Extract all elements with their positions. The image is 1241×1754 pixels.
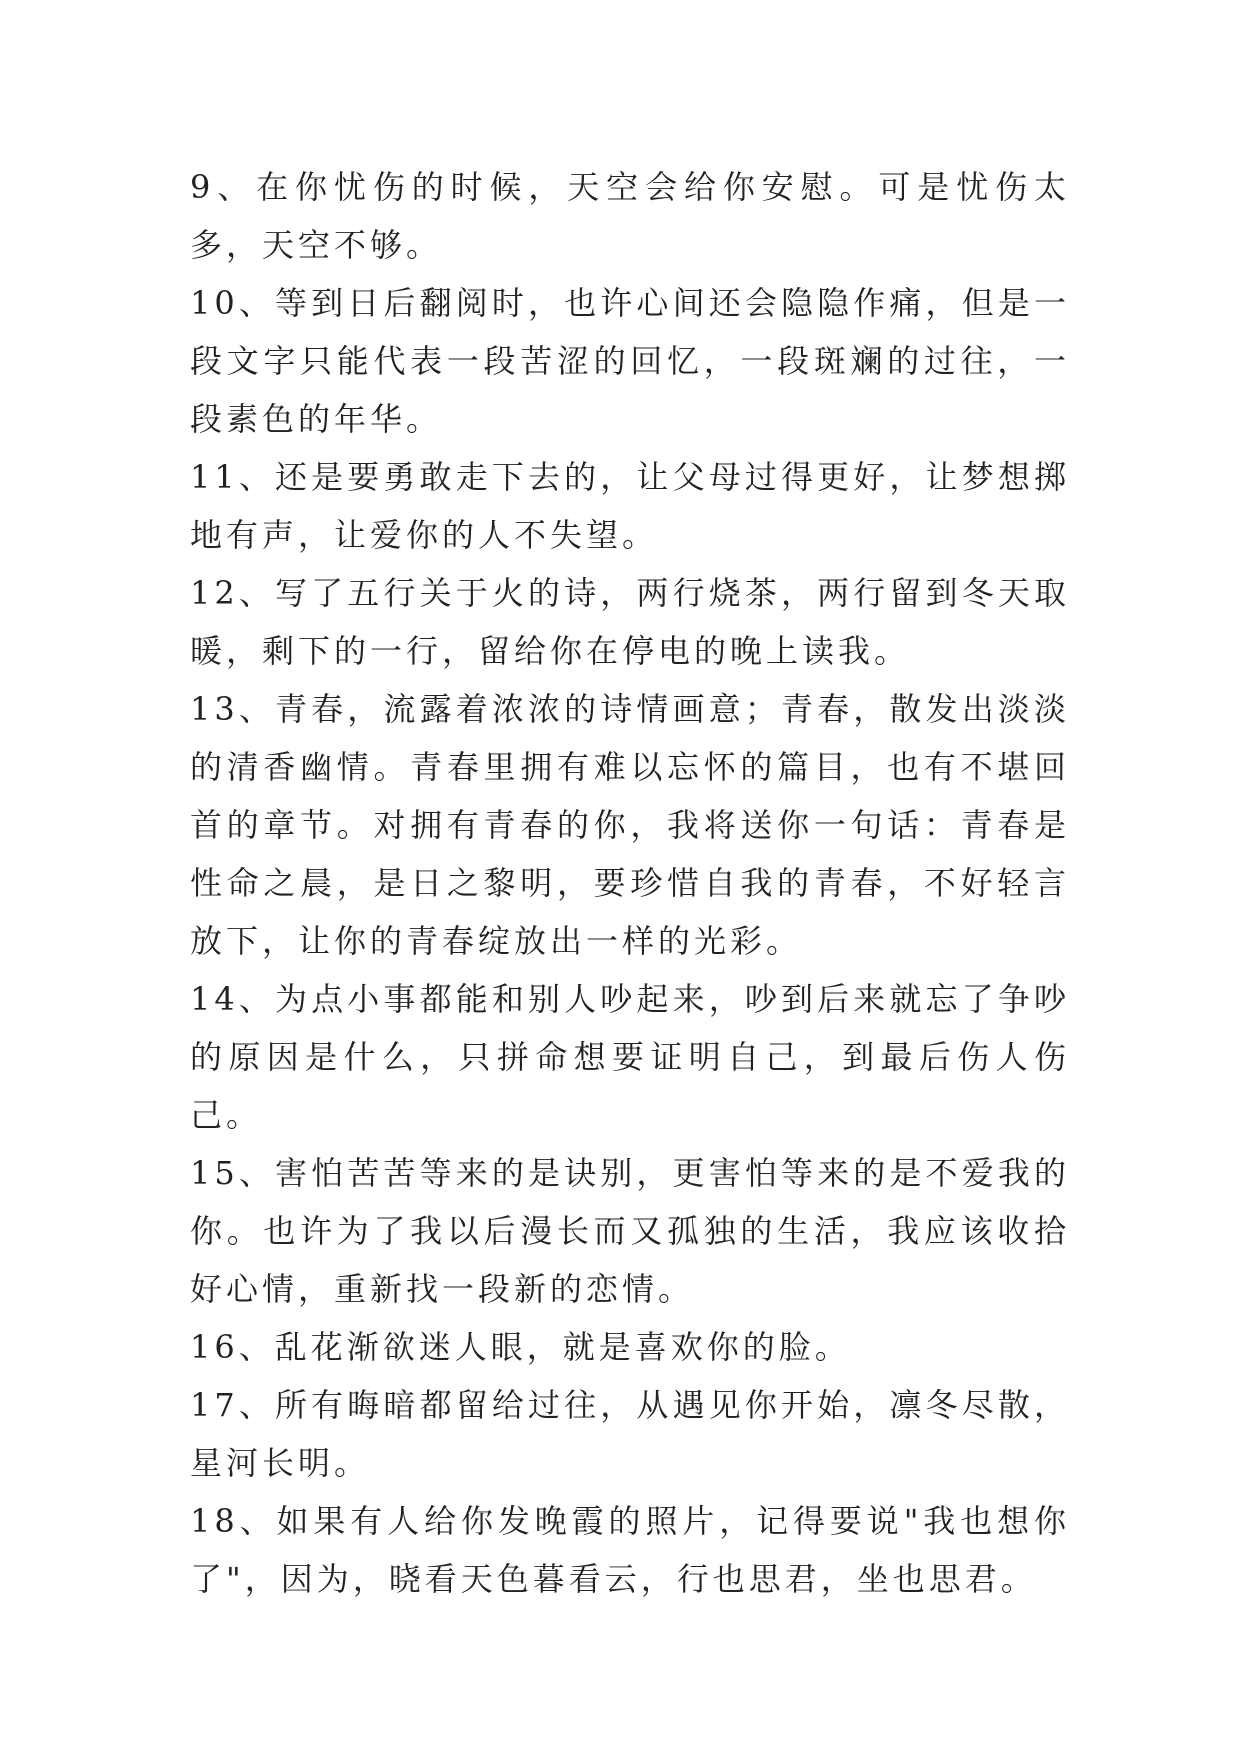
paragraph-14: 14、为点小事都能和别人吵起来，吵到后来就忘了争吵的原因是什么，只拼命想要证明自己，到最后伤人伤己。 — [190, 980, 1070, 1134]
paragraph-10: 10、等到日后翻阅时，也许心间还会隐隐作痛，但是一段文字只能代表一段苦涩的回忆，一段斑斓的过往，一段素色的年华。 — [190, 284, 1070, 438]
paragraph-17: 17、所有晦暗都留给过往，从遇见你开始，凛冬尽散，星河长明。 — [190, 1386, 1070, 1482]
paragraph-9: 9、在你忧伤的时候，天空会给你安慰。可是忧伤太多，天空不够。 — [190, 168, 1070, 264]
paragraph-12: 12、写了五行关于火的诗，两行烧茶，两行留到冬天取暖，剩下的一行，留给你在停电的晚上读我。 — [190, 574, 1070, 670]
paragraph-11: 11、还是要勇敢走下去的，让父母过得更好，让梦想掷地有声，让爱你的人不失望。 — [190, 458, 1070, 554]
paragraph-15: 15、害怕苦苦等来的是诀别，更害怕等来的是不爱我的你。也许为了我以后漫长而又孤独的生活，我应该收拾好心情，重新找一段新的恋情。 — [190, 1154, 1070, 1308]
paragraph-16: 16、乱花渐欲迷人眼，就是喜欢你的脸。 — [190, 1328, 851, 1366]
paragraph-13: 13、青春，流露着浓浓的诗情画意；青春，散发出淡淡的清香幽情。青春里拥有难以忘怀的篇目，也有不堪回首的章节。对拥有青春的你，我将送你一句话：青春是性命之晨，是日之黎明，要珍惜自我的青春，不好轻言放下，让你的青春绽放出一样的光彩。 — [190, 690, 1070, 960]
document-body — [190, 158, 1070, 1608]
paragraph-18: 18、如果有人给你发晚霞的照片，记得要说"我也想你了"，因为，晓看天色暮看云，行也思君，坐也思君。 — [190, 1502, 1070, 1598]
